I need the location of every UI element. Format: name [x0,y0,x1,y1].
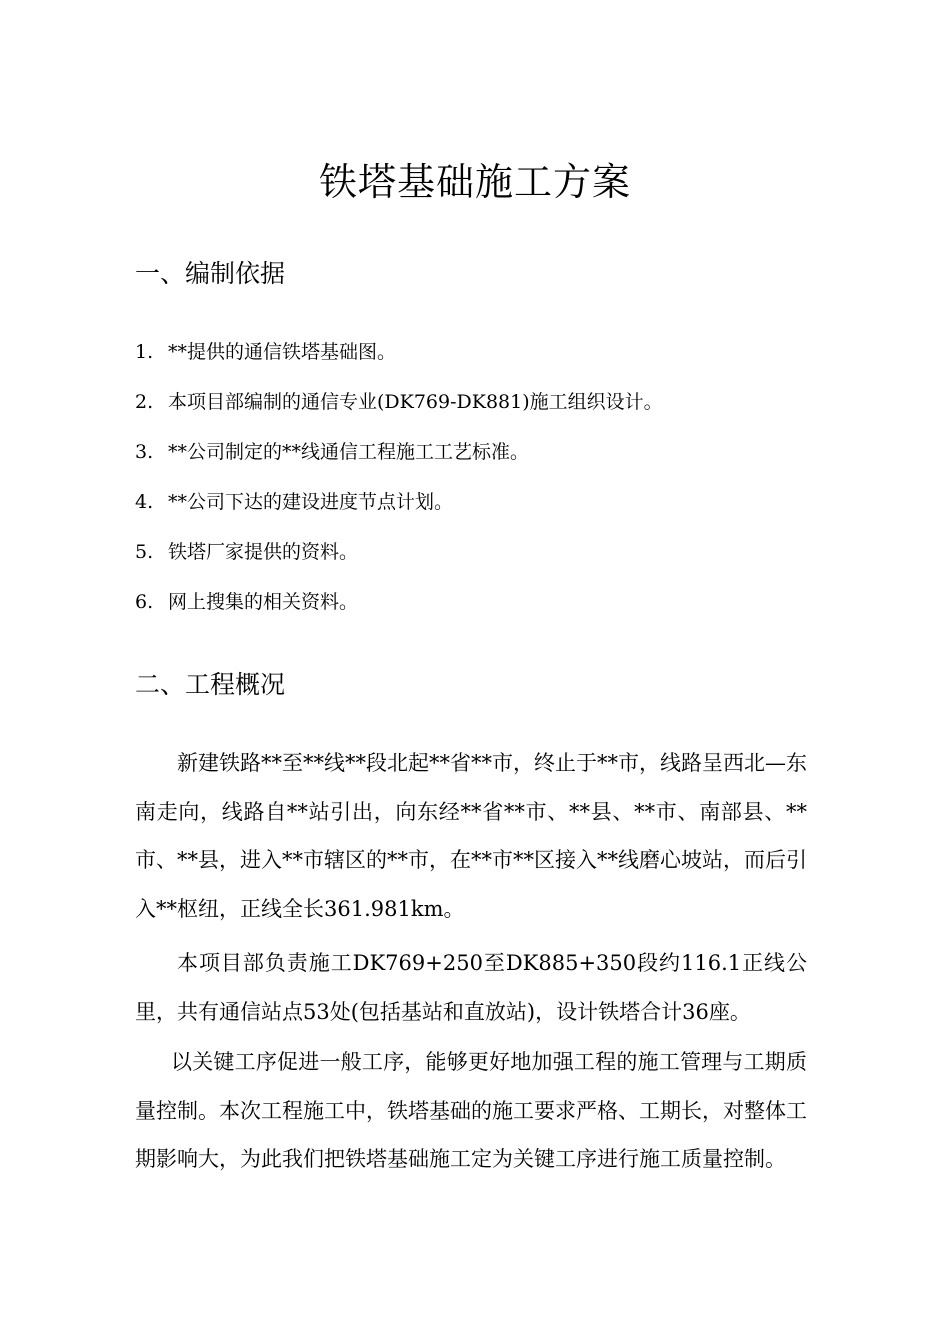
overview-paragraph-scope: 本项目部负责施工DK769+250至DK885+350段约116.1正线公里，共有通信站点53处(包括基站和直放站)，设计铁塔合计36座。 [135,951,807,1024]
list-item [135,437,663,487]
document-title: 铁塔基础施工方案 [318,160,631,204]
list-item-number: 1. [135,341,154,363]
list-item-text: 铁塔厂家提供的资料。 [168,541,359,563]
list-item [135,537,663,587]
list-item [135,487,663,537]
list-item-text: 网上搜集的相关资料。 [168,591,359,613]
list-item-text: **提供的通信铁塔基础图。 [168,341,397,363]
list-item [135,387,663,437]
section-heading-overview: 二、工程概况 [135,670,286,699]
list-item [135,587,663,637]
list-item-text: **公司制定的**线通信工程施工工艺标准。 [168,441,530,463]
list-item-number: 6. [135,591,154,613]
list-item-number: 3. [135,441,154,463]
overview-paragraph-route: 新建铁路**至**线**段北起**省**市，终止于**市，线路呈西北—东南走向，线路自**站引出，向东经**省**市、**县、**市、南部县、**市、**县，进入**市辖区的**市，在**市**区接入**线磨心坡站，而后引入**枢纽，正线全长361.981km。 [135,751,807,921]
list-item-number: 4. [135,491,154,513]
basis-list [135,337,663,637]
section-heading-basis: 一、编制依据 [135,259,286,288]
list-item-number: 2. [135,391,154,413]
list-item-number: 5. [135,541,154,563]
list-item-text: **公司下达的建设进度节点计划。 [168,491,454,513]
overview-paragraph-key-process: 以关键工序促进一般工序，能够更好地加强工程的施工管理与工期质量控制。本次工程施工中，铁塔基础的施工要求严格、工期长，对整体工期影响大，为此我们把铁塔基础施工定为关键工序进行施工质量控制。 [135,1050,807,1171]
list-item [135,337,663,387]
list-item-text: 本项目部编制的通信专业(DK769-DK881)施工组织设计。 [168,391,663,413]
